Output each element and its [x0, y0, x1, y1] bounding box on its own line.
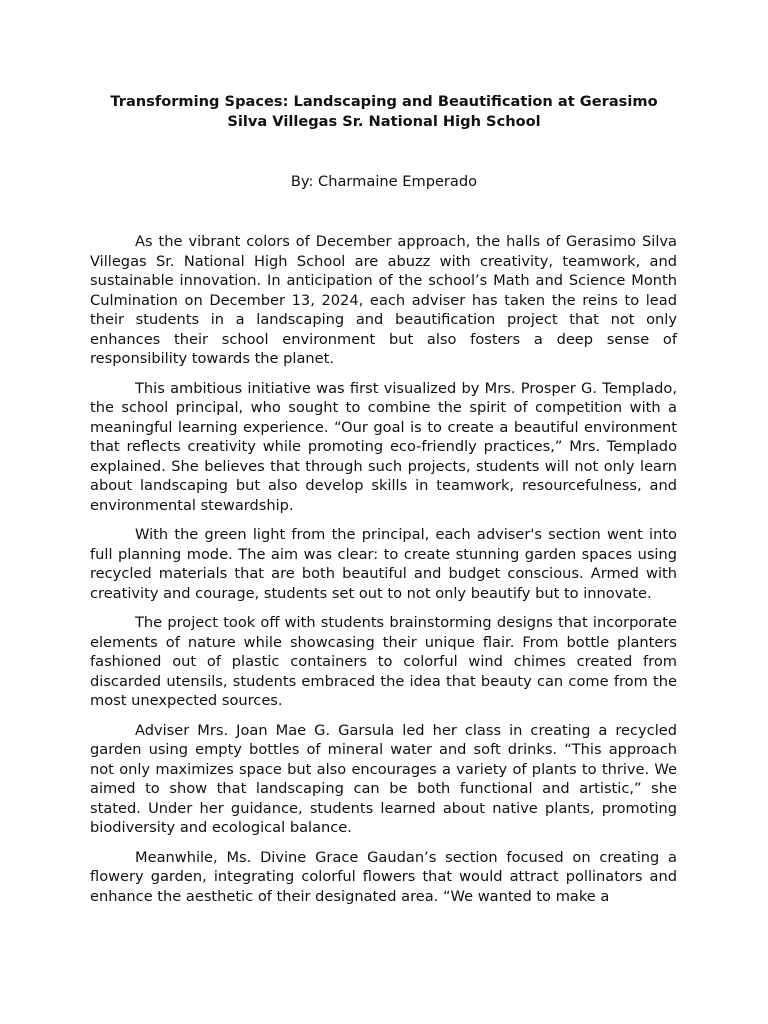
article-body: [90, 232, 677, 906]
article-title: Transforming Spaces: Landscaping and Beautification at Gerasimo Silva Villegas Sr. National High School: [110, 93, 658, 130]
paragraph-2: This ambitious initiative was first visualized by Mrs. Prosper G. Templado, the school principal, who sought to combine the spirit of competition with a meaningful learning experience. “Our goal is to create a beautiful environment that reflects creativity while promoting eco-friendly practices,” Mrs. Templado explained. She believes that through such projects, students will not only learn about landscaping but also develop skills in teamwork, resourcefulness, and environmental stewardship.: [90, 379, 677, 514]
paragraph-6: Meanwhile, Ms. Divine Grace Gaudan’s section focused on creating a flowery garden, integrating colorful flowers that would attract pollinators and enhance the aesthetic of their designated area. “We wanted to make a: [90, 848, 677, 905]
paragraph-1: As the vibrant colors of December approach, the halls of Gerasimo Silva Villegas Sr. National High School are abuzz with creativity, teamwork, and sustainable innovation. In anticipation of the school’s Math and Science Month Culmination on December 13, 2024, each adviser has taken the reins to lead their students in a landscaping and beautification project that not only enhances their school environment but also fosters a deep sense of responsibility towards the planet.: [90, 233, 677, 367]
page-bottom-margin: [0, 930, 768, 1024]
paragraph-4: The project took off with students brainstorming designs that incorporate elements of nature while showcasing their unique flair. From bottle planters fashioned out of plastic containers to colorful wind chimes created from discarded utensils, students embraced the idea that beauty can come from the most unexpected sources.: [90, 614, 677, 709]
paragraph-3: With the green light from the principal, each adviser's section went into full planning mode. The aim was clear: to create stunning garden spaces using recycled materials that are both beautiful and budget conscious. Armed with creativity and courage, students set out to not only beautify but to innovate.: [90, 526, 677, 602]
paragraph-5: Adviser Mrs. Joan Mae G. Garsula led her class in creating a recycled garden using empty bottles of mineral water and soft drinks. “This approach not only maximizes space but also encourages a variety of plants to thrive. We aimed to show that landscaping can be both functional and artistic,” she stated. Under her guidance, students learned about native plants, promoting biodiversity and ecological balance.: [90, 721, 677, 836]
article-byline: By: Charmaine Emperado: [290, 173, 478, 190]
